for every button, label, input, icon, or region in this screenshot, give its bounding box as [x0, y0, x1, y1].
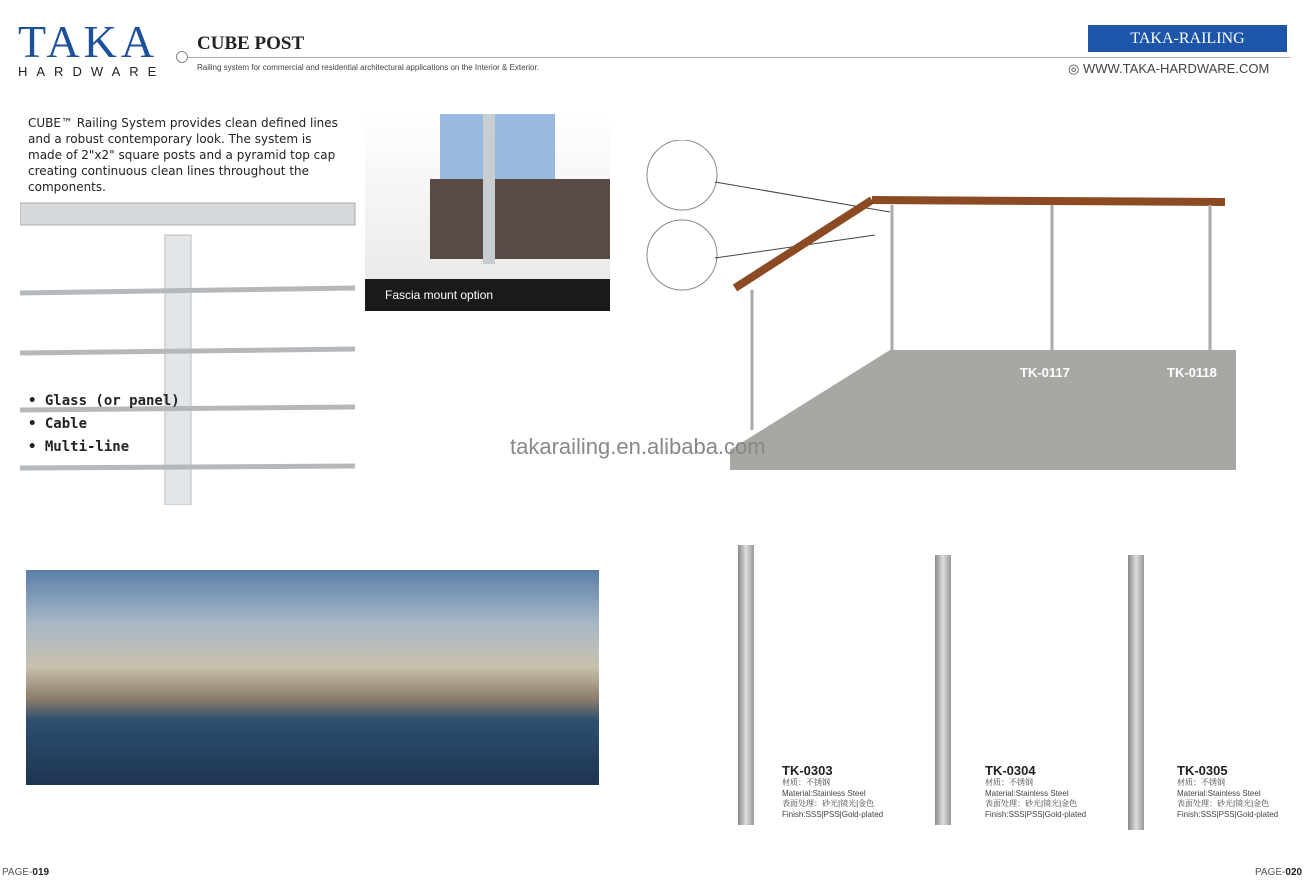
product-code: TK-0304	[985, 763, 1036, 778]
divider	[185, 57, 1290, 58]
bullet-glass: • Glass (or panel)	[28, 393, 180, 409]
material-cn: 材质：不锈钢	[1177, 778, 1225, 787]
circle-icon	[176, 51, 188, 63]
post-tk-0304-image	[935, 555, 951, 825]
description: CUBE™ Railing System provides clean defined lines and a robust contemporary look. The system is made of 2"x2" square posts and a pyramid top cap creating continuous clean lines throughout the components.	[28, 116, 338, 194]
finish: Finish:SSS|PSS|Gold-plated	[1177, 809, 1279, 819]
website-text: WWW.TAKA-HARDWARE.COM	[1082, 61, 1270, 76]
label-tk-0118: TK-0118	[1167, 365, 1217, 380]
post-tk-0305-image	[1128, 555, 1144, 830]
logo-sub: HARDWARE	[18, 64, 166, 79]
bullet-multiline: • Multi-line	[28, 439, 130, 455]
logo-main: TAKA	[18, 16, 159, 67]
fascia-mount-image	[365, 114, 610, 311]
finish-cn: 表面处理：砂光|镜光|金色	[1177, 799, 1270, 808]
product-code: TK-0305	[1177, 763, 1228, 778]
feature-list	[28, 390, 180, 459]
product-tk-0304	[985, 763, 1086, 820]
material-cn: 材质：不锈钢	[782, 778, 830, 787]
material: Material:Stainless Steel	[782, 788, 866, 798]
product-tk-0303	[782, 763, 883, 820]
bullet-cable: • Cable	[28, 416, 88, 432]
post-tk-0303-image	[738, 545, 754, 825]
watermark: takarailing.en.alibaba.com	[510, 434, 766, 459]
page-num: 019	[32, 867, 50, 878]
subtitle: Railing system for commercial and residential architectural applications on the Interior & Exterior.	[197, 63, 539, 72]
page-number-left	[2, 867, 49, 878]
page-number-right	[1255, 867, 1302, 878]
finish: Finish:SSS|PSS|Gold-plated	[782, 809, 884, 819]
fascia-caption: Fascia mount option	[365, 279, 610, 311]
label-tk-0117: TK-0117	[1020, 365, 1070, 380]
brand-banner: TAKA-RAILING	[1088, 25, 1287, 52]
finish: Finish:SSS|PSS|Gold-plated	[985, 809, 1087, 819]
taka-logo	[18, 16, 168, 79]
waterfront-railing-photo	[26, 570, 599, 785]
page-title: CUBE POST	[197, 33, 305, 54]
product-tk-0305	[1177, 763, 1278, 820]
page-prefix: PAGE-	[2, 867, 33, 878]
finish-cn: 表面处理：砂光|镜光|金色	[985, 799, 1078, 808]
material: Material:Stainless Steel	[1177, 788, 1261, 798]
finish-cn: 表面处理：砂光|镜光|金色	[782, 799, 875, 808]
material-cn: 材质：不锈钢	[985, 778, 1033, 787]
material: Material:Stainless Steel	[985, 788, 1069, 798]
product-code: TK-0303	[782, 763, 833, 778]
page-prefix: PAGE-	[1255, 867, 1286, 878]
website: ◎ WWW.TAKA-HARDWARE.COM	[1068, 61, 1270, 76]
page-num: 020	[1285, 867, 1303, 878]
staircase-railing-diagram	[640, 140, 1240, 470]
